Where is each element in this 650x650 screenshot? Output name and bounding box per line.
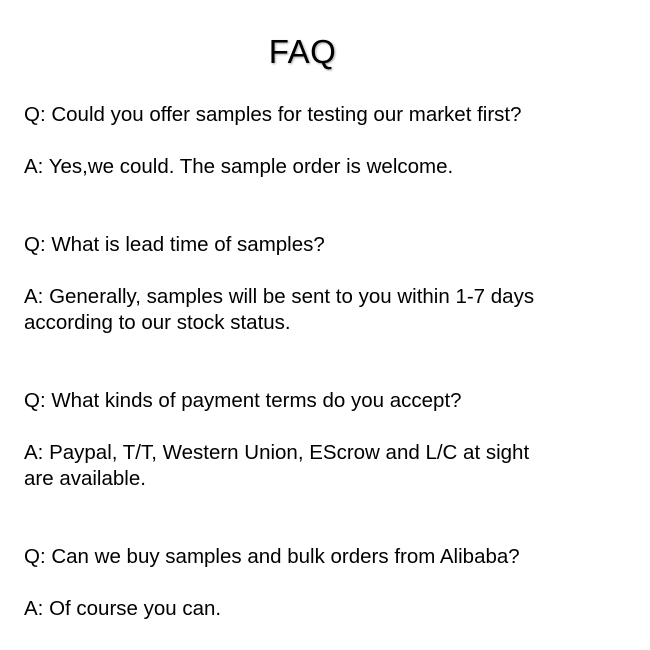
page-title: FAQ (268, 33, 337, 70)
faq-answer-4: A: Of course you can. (24, 597, 222, 620)
faq-answer-1: A: Yes,we could. The sample order is welcome. (24, 155, 454, 178)
faq-answer-2-line-2: according to our stock status. (24, 311, 291, 334)
faq-question-1: Q: Could you offer samples for testing our market first? (24, 103, 522, 126)
faq-answer-3-line-2: are available. (24, 467, 146, 490)
faq-answer-3-line-1: A: Paypal, T/T, Western Union, EScrow and L/C at sight (24, 441, 530, 464)
faq-question-4: Q: Can we buy samples and bulk orders from Alibaba? (24, 545, 520, 568)
faq-answer-2-line-1: A: Generally, samples will be sent to you within 1-7 days (24, 285, 535, 308)
faq-question-2: Q: What is lead time of samples? (24, 233, 325, 256)
faq-question-3: Q: What kinds of payment terms do you accept? (24, 389, 462, 412)
